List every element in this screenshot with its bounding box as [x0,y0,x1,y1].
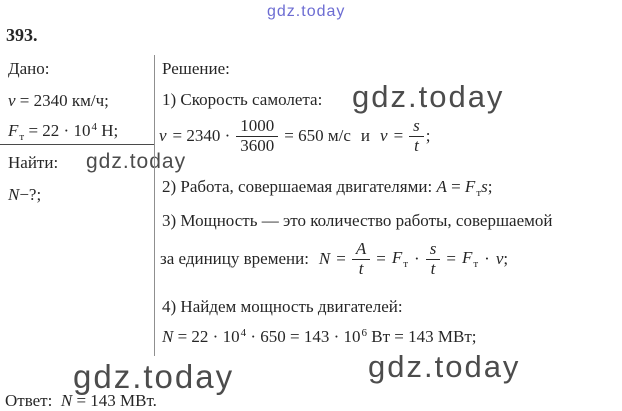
answer-label: Ответ: [5,391,53,410]
force-times-distance: $F_тs$; [464,177,493,199]
find-question: −?; [19,185,42,204]
force-subscript: т [19,131,25,143]
power-symbol: N [60,391,73,410]
force-symbol-sub: $F_т$ [391,248,409,271]
solution-header: Решение: [162,59,230,78]
step3-formula [160,240,508,278]
fraction-s-t: $\frac{s}{t}$ [409,117,424,155]
work-symbol: A [436,177,447,196]
fraction-1000-3600: $\frac{1000}{3600}$ [236,117,278,155]
force-symbol: F [8,121,19,140]
answer-line [5,391,157,411]
power-symbol: N [162,327,174,346]
step1-label: 1) Скорость самолета: [162,90,323,109]
watermark-bottom-right: gdz.today [368,349,521,384]
formula-text: = 22 · 10 [177,327,240,346]
formula-text: = 2340 · [172,126,231,146]
step4-formula [162,327,476,347]
power-symbol: N [318,249,331,269]
step1-formula [159,117,431,155]
step2-line [162,177,492,200]
formula-var-v: v [159,126,167,146]
force-unit: Н; [101,121,119,140]
force-exponent: 4 [91,121,97,133]
speed-symbol: v; [495,249,509,269]
formula-result: Вт = 143 МВт; [371,327,477,346]
fraction-A-t: $\frac{A}{t}$ [352,240,370,278]
given-header: Дано: [8,59,50,78]
formula-result: = 650 м/с [284,126,351,146]
multiplication-dot: · [484,249,490,269]
equals-sign: = [336,249,346,269]
watermark-bottom-left: gdz.today [73,358,235,395]
step3-label2: за единицу времени: [160,249,309,269]
given-force [8,121,118,144]
force-symbol-sub: $F_т$ [461,248,479,271]
equals-sign: = [446,249,456,269]
step2-label: 2) Работа, совершаемая двигателями: [162,177,433,196]
speed-symbol: v [8,91,16,110]
find-quantity [8,185,41,205]
equals-sign: = [451,177,461,196]
exponent-6: 6 [361,327,368,339]
watermark-top: gdz.today [267,3,346,20]
equals-sign: = [376,249,386,269]
speed-value: = 2340 км/ч; [19,91,109,110]
step3-label: 3) Мощность — это количество работы, совершаемой [162,211,553,230]
step4-label: 4) Найдем мощность двигателей: [162,297,403,316]
equals-sign: = [393,126,404,146]
conjunction: и [360,126,371,146]
problem-number: 393. [6,25,38,45]
find-header: Найти: [8,153,59,172]
answer-value: = 143 МВт. [76,391,157,410]
watermark-solution-inline: gdz.today [352,79,505,114]
fraction-s-t: $\frac{s}{t}$ [426,240,441,278]
column-divider-line [154,55,155,356]
given-speed [8,91,109,111]
semicolon: ; [425,126,431,146]
exponent-4: 4 [240,327,247,339]
formula-text: · 650 = 143 · 10 [250,327,361,346]
multiplication-dot: · [414,249,420,269]
formula-var-v2: v [380,126,388,146]
power-symbol: N [8,185,20,204]
force-value: = 22 · 10 [28,121,91,140]
watermark-given: gdz.today [86,150,187,173]
